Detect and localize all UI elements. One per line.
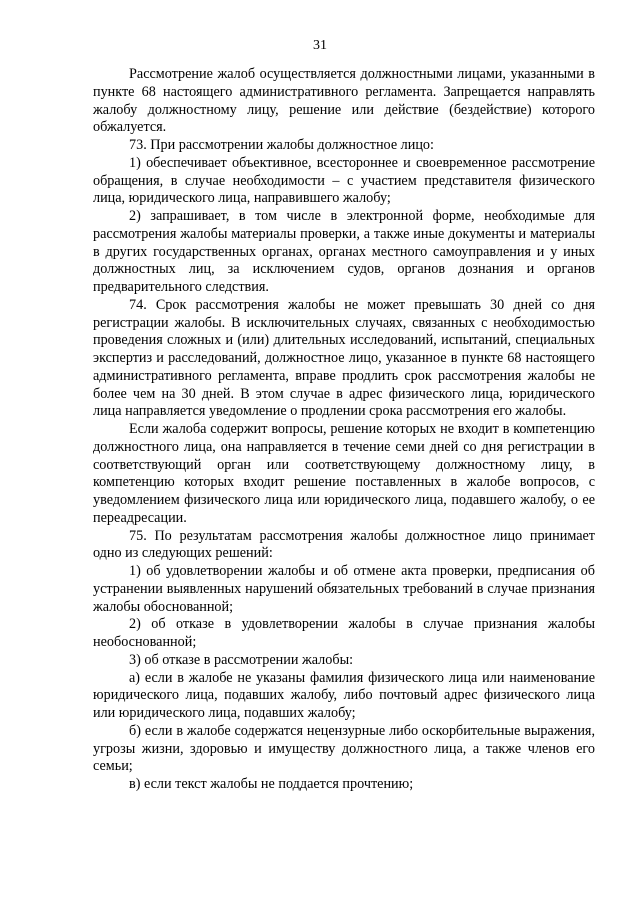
paragraph-item-75-3-a: а) если в жалобе не указаны фамилия физического лица или наименование юридического лица, подавших жалобу, либо почтовый адрес физического лица или юридического лица, подавших жалобу; xyxy=(93,669,595,721)
paragraph-item-75-3: 3) об отказе в рассмотрении жалобы: xyxy=(129,651,354,668)
paragraph-item-75-2: 2) об отказе в удовлетворении жалобы в случае признания жалобы необоснованной; xyxy=(93,616,595,650)
paragraph-item-73-1: 1) обеспечивает объективное, всестороннее и своевременное рассмотрение обращения, в случае необходимости – с участием представителя физического лица, юридического лица, направившего жалобу; xyxy=(93,154,595,207)
paragraph-item-73-2: 2) запрашивает, в том числе в электронной форме, необходимые для рассмотрения жалобы материалы проверки, а также иные документы и материалы в других государственных органах, органах местного самоуправления и у иных должностных лиц, за исключением судов, органов дознания и органов предварительного следствия. xyxy=(93,208,595,295)
page-number: 31 xyxy=(313,38,327,53)
paragraph-complaint-review-intro: Рассмотрение жалоб осуществляется должностными лицами, указанными в пункте 68 настоящего административного регламента. Запрещается направлять жалобу должностному лицу, решение или действие (бездействие) которого обжалуется. xyxy=(93,66,595,136)
paragraph-item-75-3-b: б) если в жалобе содержатся нецензурные либо оскорбительные выражения, угрозы жизни, здоровью и имуществу должностного лица, а также членов его семьи; xyxy=(93,722,595,775)
paragraph-item-74: 74. Срок рассмотрения жалобы не может превышать 30 дней со дня регистрации жалобы. В исключительных случаях, связанных с необходимостью проведения сложных и (или) длительных исследований, испытаний, специальных экспертиз и расследований, должностное лицо, указанное в пункте 68 настоящего административного регламента, вправе продлить срок рассмотрения жалобы не более чем на 30 дней. В этом случае в адрес физического лица, юридического лица направляется уведомление о продлении срока рассмотрения его жалобы. xyxy=(93,296,595,420)
paragraph-item-73: 73. При рассмотрении жалобы должностное лицо: xyxy=(129,137,434,153)
paragraph-item-75-1: 1) об удовлетворении жалобы и об отмене акта проверки, предписания об устранении выявленных нарушений обязательных требований в случае признания жалобы обоснованной; xyxy=(93,563,595,615)
document-body xyxy=(93,66,595,794)
paragraph-item-75-3-v: в) если текст жалобы не поддается прочтению; xyxy=(129,776,414,792)
paragraph-item-75: 75. По результатам рассмотрения жалобы должностное лицо принимает одно из следующих решений: xyxy=(93,527,595,562)
paragraph-item-74-redirect: Если жалоба содержит вопросы, решение которых не входит в компетенцию должностного лица, она направляется в течение семи дней со дня регистрации в соответствующий орган или соответствующему должностному лицу, в компетенцию которых входит решение поставленных в жалобе вопросов, с уведомлением физического лица или юридического лица, подавшего жалобу, о ее переадресации. xyxy=(93,421,595,526)
